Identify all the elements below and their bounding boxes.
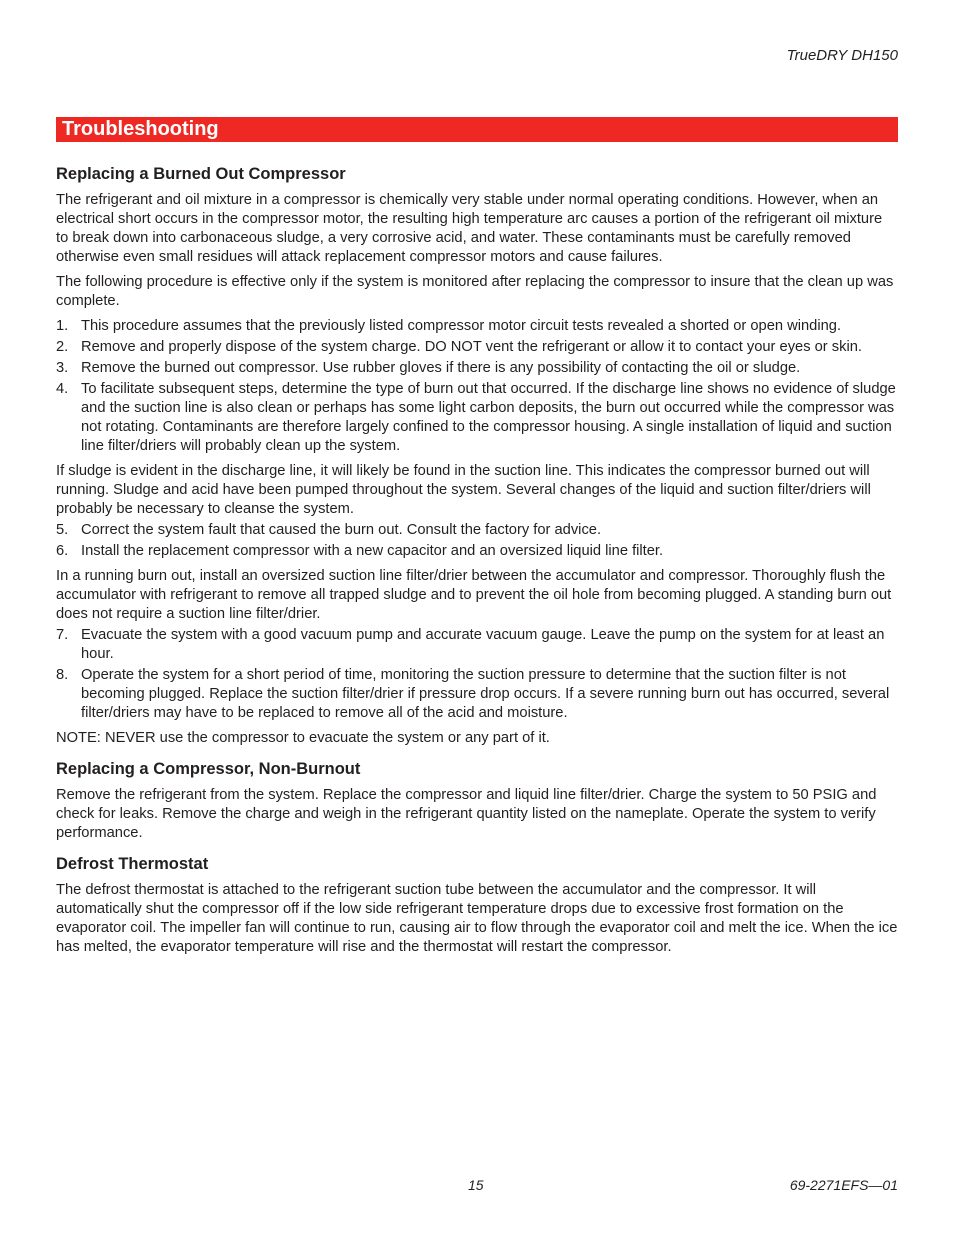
- section-heading-defrost-thermostat: Defrost Thermostat: [56, 855, 209, 873]
- list-item: 3. Remove the burned out compressor. Use rubber gloves if there is any possibility of contacting the oil or sludge.: [56, 360, 801, 376]
- paragraph: The refrigerant and oil mixture in a compressor is chemically very stable under normal operating conditions. However, when an electrical short occurs in the compressor motor, the resulting high temperature arc causes a portion of the refrigerant oil mixture to break down into carbonaceous sludge, a very corrosive acid, and water. These contaminants must be carefully removed otherwise even small residues will attack replacement compressor motors and cause failures.: [56, 192, 883, 265]
- list-item: 7. Evacuate the system with a good vacuum pump and accurate vacuum gauge. Leave the pump on the system for at least an hour.: [56, 627, 885, 662]
- section-heading-burned-out: Replacing a Burned Out Compressor: [56, 165, 346, 183]
- page-content: [56, 164, 898, 963]
- document-number: 69-2271EFS—01: [789, 1177, 898, 1193]
- list-item: 2. Remove and properly dispose of the system charge. DO NOT vent the refrigerant or allow it to contact your eyes or skin.: [56, 339, 862, 355]
- procedure-list: [56, 626, 898, 723]
- section-heading-non-burnout: Replacing a Compressor, Non-Burnout: [56, 760, 361, 778]
- list-item: 4. To facilitate subsequent steps, determine the type of burn out that occurred. If the discharge line shows no evidence of sludge and the suction line is also clean or perhaps has some light carbon deposits, the burn out occurred while the compressor was not rotating. Contaminants are therefore largely confined to the compressor housing. A single installation of liquid and suction line filter/driers will probably clean up the system.: [56, 381, 896, 454]
- paragraph: In a running burn out, install an oversized suction line filter/drier between the accumulator and compressor. Thoroughly flush the accumulator with refrigerant to remove all trapped sludge and to prevent the oil hole from becoming plugged. A standing burn out does not require a suction line filter/drier.: [56, 568, 892, 622]
- banner-title: Troubleshooting: [62, 118, 219, 140]
- procedure-list: [56, 521, 898, 561]
- procedure-list: [56, 317, 898, 456]
- page-number: 15: [468, 1177, 484, 1193]
- section-banner: [56, 117, 898, 142]
- list-item: 8. Operate the system for a short period of time, monitoring the suction pressure to determine that the suction filter is not becoming plugged. Replace the suction filter/drier if pressure drop occurs. If a severe running burn out has occurred, several filter/driers may have to be replaced to remove all of the acid and moisture.: [56, 667, 890, 721]
- paragraph: If sludge is evident in the discharge line, it will likely be found in the suction line. This indicates the compressor burned out will running. Sludge and acid have been pumped throughout the system. Several changes of the liquid and suction filter/driers will probably be necessary to cleanse the system.: [56, 463, 871, 517]
- paragraph: The following procedure is effective only if the system is monitored after replacing the compressor to insure that the clean up was complete.: [56, 274, 894, 309]
- running-header: TrueDRY DH150: [786, 47, 898, 64]
- list-item: 5. Correct the system fault that caused the burn out. Consult the factory for advice.: [56, 522, 602, 538]
- list-item: 1. This procedure assumes that the previously listed compressor motor circuit tests revealed a shorted or open winding.: [56, 318, 842, 334]
- list-item: 6. Install the replacement compressor with a new capacitor and an oversized liquid line filter.: [56, 543, 664, 559]
- paragraph: Remove the refrigerant from the system. Replace the compressor and liquid line filter/drier. Charge the system to 50 PSIG and check for leaks. Remove the charge and weigh in the refrigerant quantity listed on the nameplate. Operate the system to verify performance.: [56, 787, 877, 841]
- paragraph: The defrost thermostat is attached to the refrigerant suction tube between the accumulator and the compressor. It will automatically shut the compressor off if the low side refrigerant temperature drops due to excessive frost formation on the evaporator coil. The impeller fan will continue to run, causing air to flow through the evaporator coil and melt the ice. When the ice has melted, the evaporator temperature will rise and the thermostat will restart the compressor.: [56, 882, 898, 955]
- note: NOTE: NEVER use the compressor to evacuate the system or any part of it.: [56, 730, 550, 746]
